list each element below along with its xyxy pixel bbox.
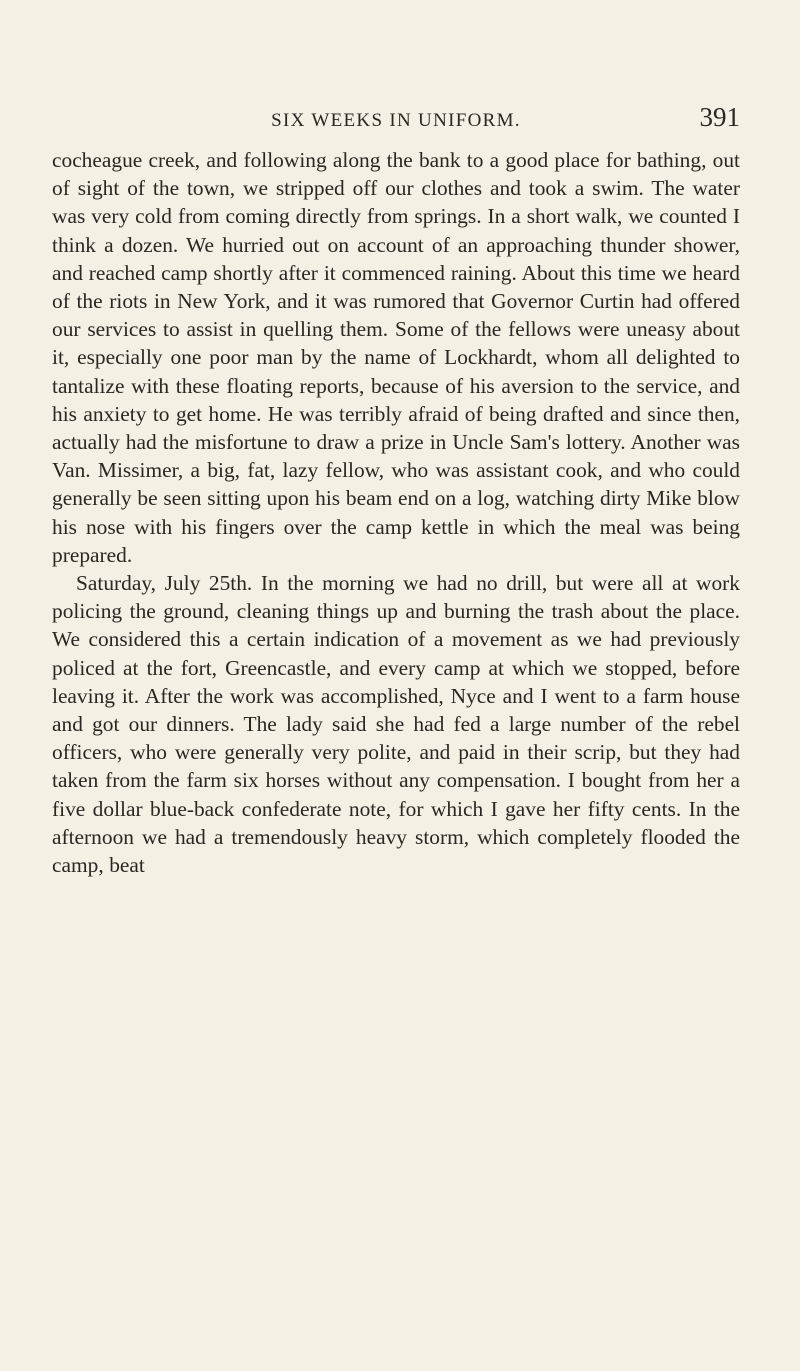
book-page bbox=[52, 102, 740, 879]
running-title: SIX WEEKS IN UNIFORM. bbox=[271, 110, 521, 131]
paragraph-continued: cocheague creek, and following along the bank to a good place for bathing, out of sight of the town, we stripped off our clothes and took a swim. The water was very cold from coming directly from springs. In a short walk, we counted I think a dozen. We hurried out on account of an approaching thunder shower, and reached camp shortly after it commenced raining. About this time we heard of the riots in New York, and it was rumored that Governor Curtin had offered our services to assist in quelling them. Some of the fellows were uneasy about it, especially one poor man by the name of Lockhardt, whom all delighted to tantalize with these floating reports, because of his aversion to the service, and his anxiety to get home. He was terribly afraid of being drafted and since then, actually had the misfortune to draw a prize in Uncle Sam's lottery. Another was Van. Missimer, a big, fat, lazy fellow, who was assistant cook, and who could generally be seen sitting upon his beam end on a log, watching dirty Mike blow his nose with his fingers over the camp kettle in which the meal was being prepared. bbox=[52, 148, 740, 567]
paragraph-saturday-entry: Saturday, July 25th. In the morning we had no drill, but were all at work policing the ground, cleaning things up and burning the trash about the place. We considered this a certain indication of a movement as we had previously policed at the fort, Greencastle, and every camp at which we stopped, before leaving it. After the work was accomplished, Nyce and I went to a farm house and got our dinners. The lady said she had fed a large number of the rebel officers, who were generally very polite, and paid in their scrip, but they had taken from the farm six horses without any compensation. I bought from her a five dollar blue-back confederate note, for which I gave her fifty cents. In the afternoon we had a tremendously heavy storm, which completely flooded the camp, beat bbox=[52, 571, 740, 878]
body-text bbox=[52, 146, 740, 879]
running-head bbox=[52, 102, 740, 138]
page-number: 391 bbox=[699, 102, 740, 132]
